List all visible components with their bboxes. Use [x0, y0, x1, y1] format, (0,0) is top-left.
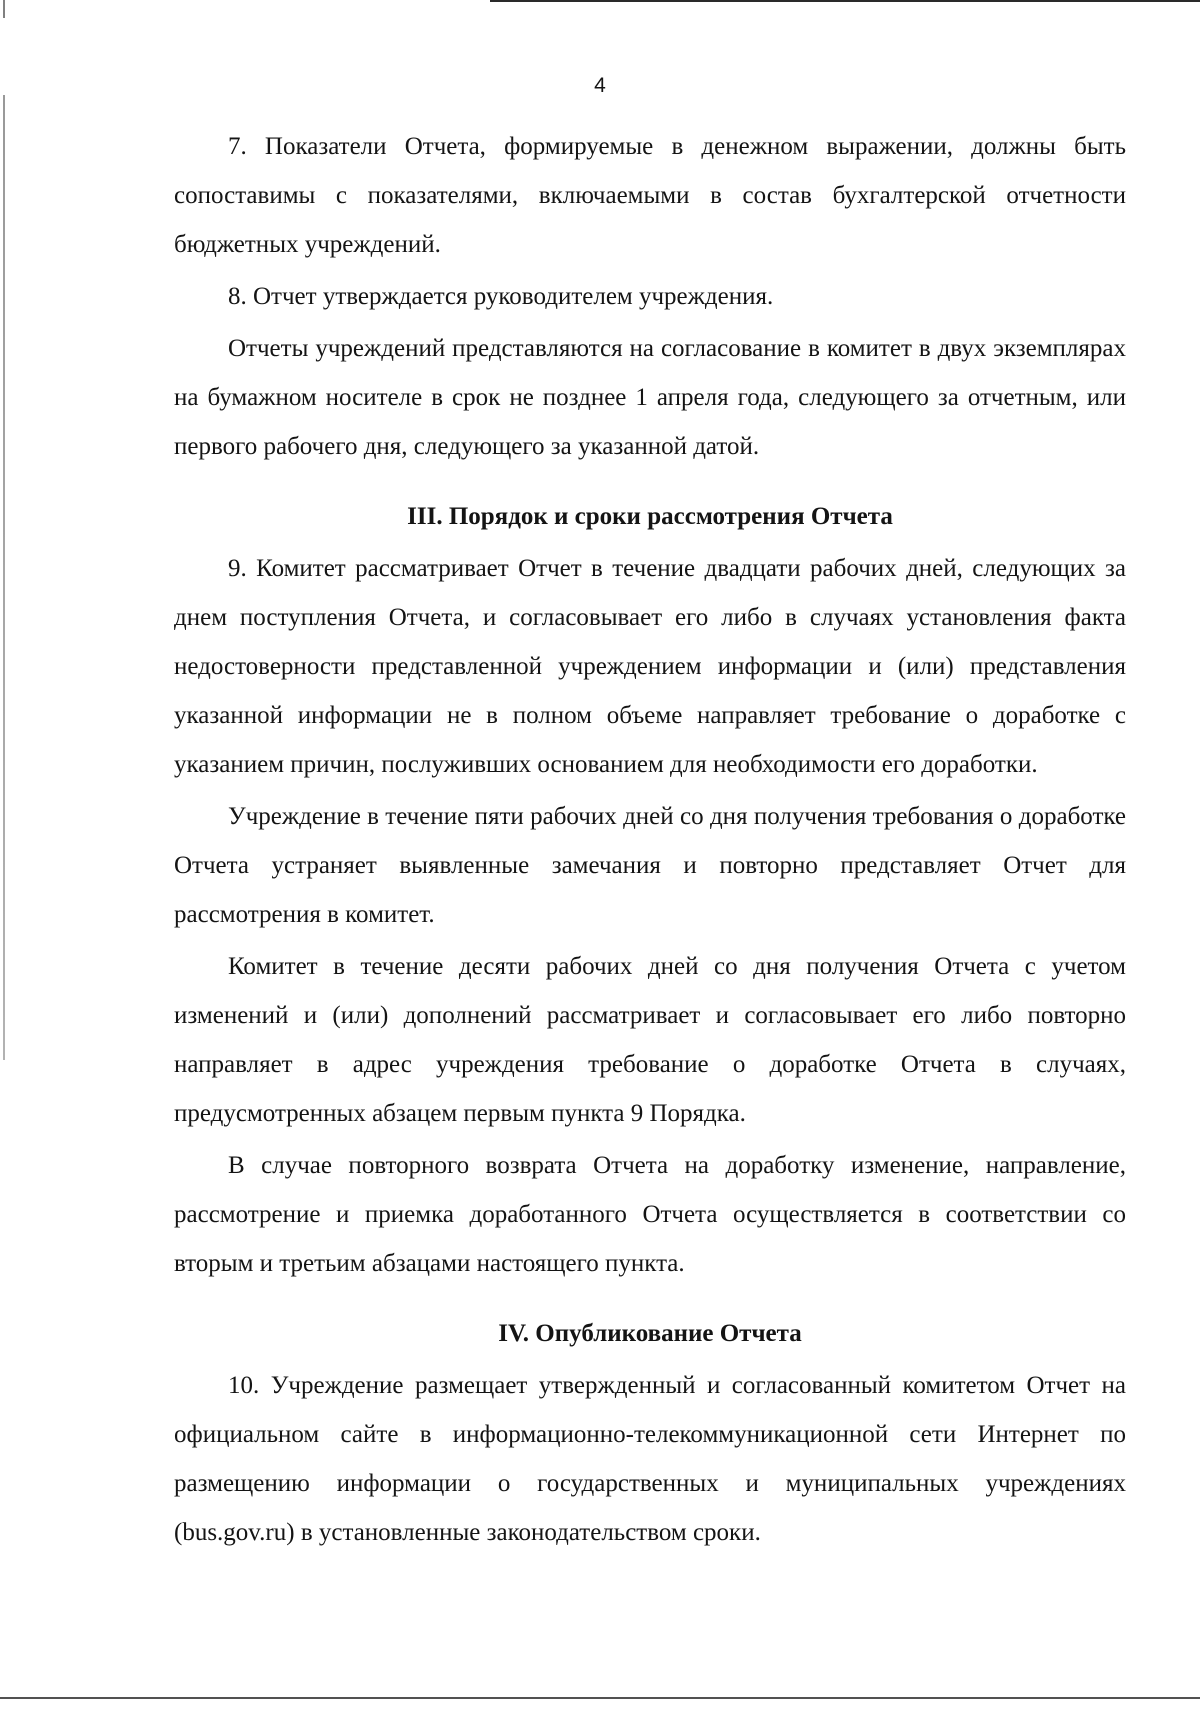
section-3-heading: III. Порядок и сроки рассмотрения Отчета — [407, 503, 893, 530]
paragraph-9-correction: Учреждение в течение пяти рабочих дней со дня получения требования о доработке Отчета устраняет выявленные замечания и повторно представляет Отчет для рассмотрения в комитет. — [174, 803, 1126, 928]
paragraph-10: 10. Учреждение размещает утвержденный и согласованный комитетом Отчет на официальном сайте в информационно-телекоммуникационной сети Интернет по размещению информации о государственных и муниципальных учреждениях (bus.gov.ru) в установленные законодательством сроки. — [174, 1372, 1126, 1546]
scan-edge-left — [3, 0, 5, 1060]
paragraph-9-repeat: В случае повторного возврата Отчета на доработку изменение, направление, рассмотрение и приемка доработанного Отчета осуществляется в соответствии со вторым и третьим абзацами настоящего пункта. — [174, 1152, 1126, 1277]
paragraph-8-submission: Отчеты учреждений представляются на согласование в комитет в двух экземплярах на бумажном носителе в срок не позднее 1 апреля года, следующего за отчетным, или первого рабочего дня, следующего за указанной датой. — [174, 335, 1126, 460]
paragraph-9-review: Комитет в течение десяти рабочих дней со дня получения Отчета с учетом изменений и (или) дополнений рассматривает и согласовывает его либо повторно направляет в адрес учреждения требование о доработке Отчета в случаях, предусмотренных абзацем первым пункта 9 Порядка. — [174, 953, 1126, 1127]
scan-edge-top — [490, 0, 1200, 2]
paragraph-7: 7. Показатели Отчета, формируемые в денежном выражении, должны быть сопоставимы с показателями, включаемыми в состав бухгалтерской отчетности бюджетных учреждений. — [174, 133, 1126, 258]
page-number: 4 — [594, 74, 606, 97]
scan-edge-bottom — [0, 1697, 1200, 1699]
document-body — [174, 122, 1126, 1557]
section-4-heading: IV. Опубликование Отчета — [498, 1320, 802, 1347]
paragraph-9: 9. Комитет рассматривает Отчет в течение двадцати рабочих дней, следующих за днем поступления Отчета, и согласовывает его либо в случаях установления факта недостоверности представленной учреждением информации и (или) представления указанной информации не в полном объеме направляет требование о доработке с указанием причин, послуживших основанием для необходимости его доработки. — [174, 555, 1126, 778]
paragraph-8: 8. Отчет утверждается руководителем учреждения. — [228, 283, 774, 310]
